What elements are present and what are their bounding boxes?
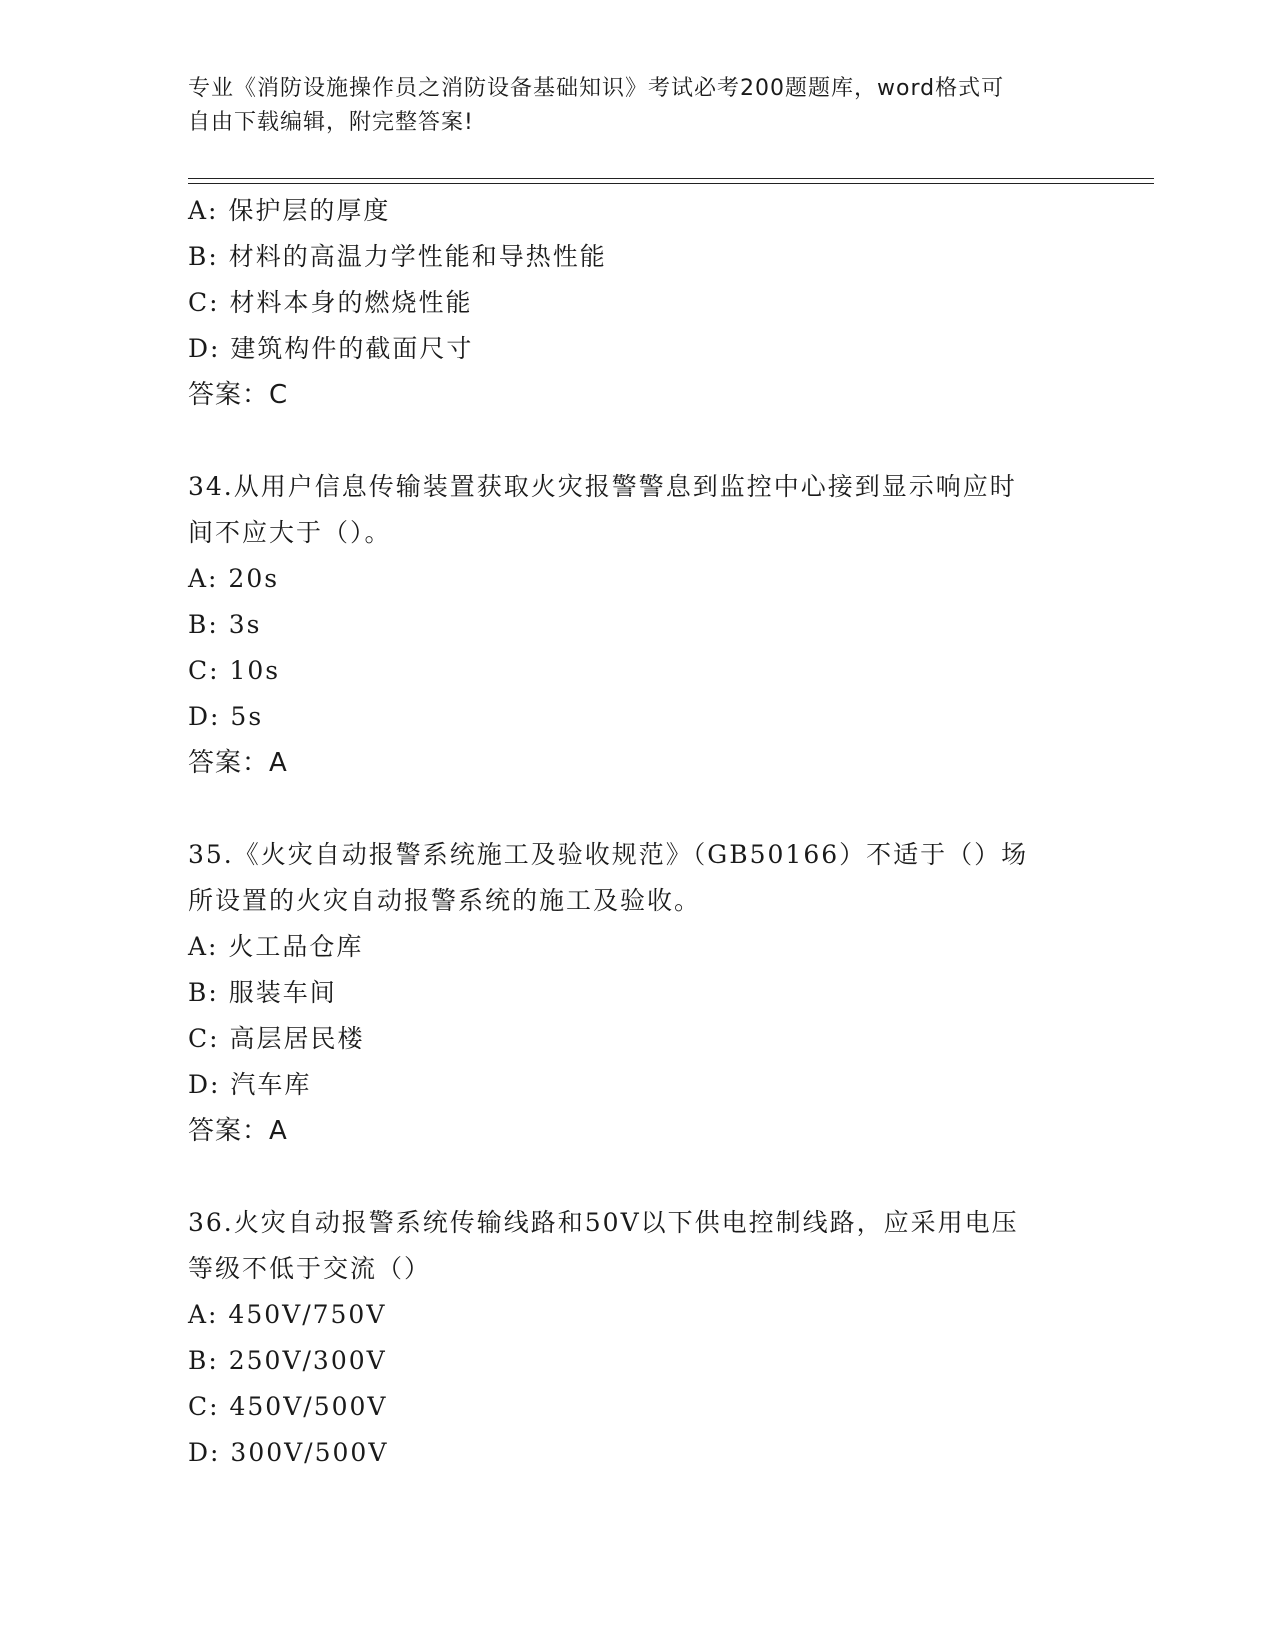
answer-34: 答案：A [188,748,288,778]
question-stem-line-2: 间不应大于（）。 [188,518,392,547]
option-d: D: 5s [188,702,264,731]
option-b: B: 3s [188,610,262,639]
option-c: C: 450V/500V [188,1392,388,1421]
option-c: C: 10s [188,656,281,685]
answer-35: 答案：A [188,1116,288,1146]
option-a: A: 保护层的厚度 [188,196,391,225]
spacer [188,786,1088,832]
option-a: A: 450V/750V [188,1300,387,1329]
question-34 [188,464,1088,786]
header-rule-top [188,178,1154,179]
question-stem-line-1: 34.从用户信息传输装置获取火灾报警警息到监控中心接到显示响应时 [188,472,1017,501]
question-stem-line-2: 所设置的火灾自动报警系统的施工及验收。 [188,886,702,915]
document-header [188,72,1068,140]
header-line-1: 专业《消防设施操作员之消防设备基础知识》考试必考200题题库，word格式可 [188,76,1005,101]
header-rule-bottom [188,183,1154,184]
question-33 [188,188,1088,418]
option-b: B: 服装车间 [188,978,337,1007]
option-d: D: 300V/500V [188,1438,389,1467]
answer-33: 答案：C [188,380,289,410]
question-content [188,188,1088,1476]
option-d: D: 汽车库 [188,1070,312,1099]
option-b: B: 250V/300V [188,1346,387,1375]
option-a: A: 20s [188,564,280,593]
spacer [188,1154,1088,1200]
option-a: A: 火工品仓库 [188,932,364,961]
option-c: C: 高层居民楼 [188,1024,365,1053]
question-stem-line-1: 36.火灾自动报警系统传输线路和50V以下供电控制线路，应采用电压 [188,1208,1019,1237]
question-35 [188,832,1088,1154]
header-line-2: 自由下载编辑，附完整答案! [188,110,474,135]
question-36 [188,1200,1088,1476]
option-d: D: 建筑构件的截面尺寸 [188,334,474,363]
option-c: C: 材料本身的燃烧性能 [188,288,473,317]
option-b: B: 材料的高温力学性能和导热性能 [188,242,607,271]
spacer [188,418,1088,464]
question-stem-line-2: 等级不低于交流（） [188,1254,432,1283]
question-stem-line-1: 35.《火灾自动报警系统施工及验收规范》（GB50166）不适于（）场 [188,840,1029,869]
